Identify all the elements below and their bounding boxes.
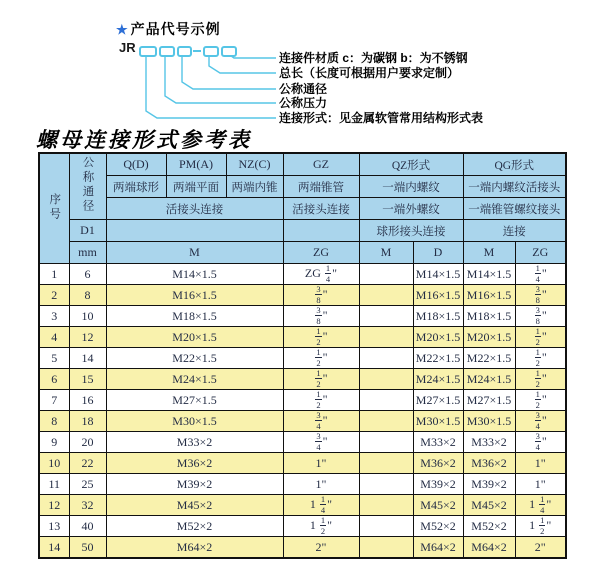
cell-mm: 6 [69,264,106,285]
table-row [39,453,566,474]
cell-qz-m [359,264,413,285]
cell-qg-m: M16×1.5 [463,285,515,306]
table-header [39,153,566,264]
cell-qg-zg: 1 $\frac{1}{4}$ " [515,495,566,516]
fraction: $\frac{1}{4}$ [320,494,326,515]
cell-m: M45×2 [106,495,283,516]
fraction: $\frac{3}{4}$ [316,410,321,431]
cell-qg-m: M22×1.5 [463,348,515,369]
cell-qz-d: M45×2 [413,495,463,516]
cell-m: M52×2 [106,516,283,537]
col-header-qz: QZ形式 [359,153,463,176]
cell-mm: 18 [69,411,106,432]
table-body [39,264,566,559]
col-header-pm: PM(A) [166,153,226,176]
table-row [39,411,566,432]
fraction: $\frac{1}{2}$ [316,326,321,347]
cell-zg: 1 $\frac{1}{2}$ " [283,516,359,537]
cell-qz-d: M20×1.5 [413,327,463,348]
col-header-seq: 序号 [39,153,69,264]
cell-qz-m [359,537,413,559]
cell-m: M14×1.5 [106,264,283,285]
callout-label-material: 连接件材质 c：为碳钢 b：为不锈钢 [279,51,468,65]
cell-qg-m: M45×2 [463,495,515,516]
table-row [39,390,566,411]
cell-qz-d: M18×1.5 [413,306,463,327]
code-box-1 [139,46,157,57]
callout-label-diameter: 公称通径 [279,82,328,96]
table-row [39,327,566,348]
cell-mm: 32 [69,495,106,516]
cell-qz-d: M36×2 [413,453,463,474]
subheader-gz: 两端锥管 [283,176,359,198]
cell-qz-d: M22×1.5 [413,348,463,369]
cell-qg-zg: 1" [515,474,566,495]
code-dash [193,50,201,52]
cell-qz-m [359,285,413,306]
cell-m: M39×2 [106,474,283,495]
cell-qg-m: M18×1.5 [463,306,515,327]
nut-connection-table [38,152,567,559]
cell-zg: $\frac{1}{2}$ " [283,348,359,369]
table-row [39,264,566,285]
fraction: $\frac{3}{8}$ [316,284,321,305]
cell-seq: 13 [39,516,69,537]
cell-zg: $\frac{3}{8}$ " [283,285,359,306]
cell-mm: 16 [69,390,106,411]
unit-header-zg1: ZG [283,242,359,264]
fraction: $\frac{1}{2}$ [316,347,321,368]
cell-seq: 10 [39,453,69,474]
unit-header-qz-d: D [413,242,463,264]
header-row-5 [39,242,566,264]
fraction: $\frac{3}{4}$ [535,410,540,431]
product-code-prefix: JR [119,40,136,55]
table-row [39,432,566,453]
subheader-pm: 两端平面 [166,176,226,198]
cell-zg: $\frac{3}{4}$ " [283,411,359,432]
cell-qg-m: M33×2 [463,432,515,453]
unit-header-mm: mm [69,242,106,264]
fraction: $\frac{1}{4}$ [540,494,545,515]
callout-label-pressure: 公称压力 [279,96,328,110]
fraction: $\frac{1}{2}$ [320,515,326,536]
table-row [39,516,566,537]
code-box-5 [221,46,237,57]
cell-seq: 8 [39,411,69,432]
fraction: $\frac{1}{2}$ [535,347,540,368]
unit-header-qz-m: M [359,242,413,264]
callout-label-length: 总长（长度可根据用户要求定制） [279,66,460,80]
cell-qz-m [359,411,413,432]
subheader-qz-3: 球形接头连接 [359,220,463,242]
cell-qg-zg: $\frac{3}{8}$ " [515,306,566,327]
subheader-union-join: 活接头连接 [106,198,283,220]
cell-seq: 3 [39,306,69,327]
cell-seq: 4 [39,327,69,348]
header-row-3 [39,198,566,220]
fraction: $\frac{1}{2}$ [535,326,540,347]
cell-qg-m: M27×1.5 [463,390,515,411]
cell-qg-zg: $\frac{1}{4}$ " [515,264,566,285]
col-header-nz: NZ(C) [226,153,283,176]
fraction: $\frac{3}{8}$ [535,305,540,326]
subheader-qg-2: 一端锥管螺纹接头 [463,198,566,220]
cell-qg-m: M30×1.5 [463,411,515,432]
cell-m: M36×2 [106,453,283,474]
cell-qg-zg: $\frac{1}{2}$ " [515,369,566,390]
cell-zg: $\frac{3}{4}$ " [283,432,359,453]
diagram-title-text: 产品代号示例 [130,21,221,37]
cell-qg-zg: $\frac{3}{8}$ " [515,285,566,306]
cell-seq: 7 [39,390,69,411]
cell-qg-zg: 2" [515,537,566,559]
cell-mm: 20 [69,432,106,453]
cell-mm: 14 [69,348,106,369]
cell-mm: 8 [69,285,106,306]
cell-qg-m: M20×1.5 [463,327,515,348]
cell-qz-m [359,390,413,411]
unit-header-qg-m: M [463,242,515,264]
cell-seq: 9 [39,432,69,453]
cell-seq: 12 [39,495,69,516]
cell-zg: $\frac{3}{8}$ " [283,306,359,327]
fraction: $\frac{1}{2}$ [535,389,540,410]
subheader-qg-3: 连接 [463,220,566,242]
col-header-q: Q(D) [106,153,166,176]
cell-qz-m [359,348,413,369]
cell-m: M24×1.5 [106,369,283,390]
code-box-2 [159,46,175,57]
cell-m: M30×1.5 [106,411,283,432]
cell-zg: $\frac{1}{2}$ " [283,327,359,348]
code-box-4 [203,46,219,57]
fraction: $\frac{3}{4}$ [535,431,540,452]
unit-header-qg-zg: ZG [515,242,566,264]
header-row-2 [39,176,566,198]
cell-zg: 1" [283,453,359,474]
cell-m: M20×1.5 [106,327,283,348]
subheader-q: 两端球形 [106,176,166,198]
cell-mm: 40 [69,516,106,537]
code-box-3 [177,46,192,57]
cell-qg-m: M14×1.5 [463,264,515,285]
cell-m: M27×1.5 [106,390,283,411]
cell-mm: 50 [69,537,106,559]
page-title: 螺母连接形式参考表 [36,127,252,152]
fraction: $\frac{1}{2}$ [540,515,545,536]
cell-qz-d: M16×1.5 [413,285,463,306]
table-row [39,474,566,495]
diagram-title [116,19,221,39]
cell-qz-m [359,327,413,348]
fraction: $\frac{1}{2}$ [535,368,540,389]
cell-zg: $\frac{1}{2}$ " [283,369,359,390]
cell-qg-m: M39×2 [463,474,515,495]
unit-header-m1: M [106,242,283,264]
cell-qz-m [359,369,413,390]
cell-qg-m: M36×2 [463,453,515,474]
col-header-dn: 公称通径 [69,153,106,220]
callout-label-form: 连接形式：见金属软管常用结构形式表 [279,111,484,125]
cell-mm: 12 [69,327,106,348]
cell-qg-zg: $\frac{1}{2}$ " [515,327,566,348]
cell-seq: 5 [39,348,69,369]
cell-seq: 14 [39,537,69,559]
cell-m: M16×1.5 [106,285,283,306]
subheader-nz: 两端内锥 [226,176,283,198]
cell-mm: 15 [69,369,106,390]
fraction: $\frac{3}{8}$ [316,305,321,326]
cell-qz-d: M39×2 [413,474,463,495]
subheader-qz-2: 一端外螺纹 [359,198,463,220]
cell-seq: 11 [39,474,69,495]
cell-qg-zg: $\frac{3}{4}$ " [515,411,566,432]
table-row [39,537,566,559]
cell-seq: 1 [39,264,69,285]
header-blank-m [106,220,283,242]
header-row-4 [39,220,566,242]
col-header-qg: QG形式 [463,153,566,176]
cell-qz-d: M14×1.5 [413,264,463,285]
table-row [39,495,566,516]
cell-qz-d: M33×2 [413,432,463,453]
table-row [39,285,566,306]
cell-qg-m: M24×1.5 [463,369,515,390]
cell-m: M33×2 [106,432,283,453]
cell-m: M22×1.5 [106,348,283,369]
cell-qz-m [359,495,413,516]
cell-zg: 1" [283,474,359,495]
table-row [39,369,566,390]
cell-qg-m: M64×2 [463,537,515,559]
cell-zg: 2" [283,537,359,559]
subheader-qz-1: 一端内螺纹 [359,176,463,198]
cell-qg-zg: 1" [515,453,566,474]
fraction: $\frac{3}{4}$ [316,431,321,452]
col-header-gz: GZ [283,153,359,176]
cell-m: M64×2 [106,537,283,559]
fraction: $\frac{1}{4}$ [535,263,540,284]
cell-m: M18×1.5 [106,306,283,327]
cell-qz-m [359,474,413,495]
fraction: $\frac{1}{4}$ [325,263,331,284]
cell-qz-d: M24×1.5 [413,369,463,390]
cell-qz-d: M52×2 [413,516,463,537]
cell-qg-m: M52×2 [463,516,515,537]
header-row-1 [39,153,566,176]
cell-qz-d: M30×1.5 [413,411,463,432]
table-row [39,348,566,369]
fraction: $\frac{3}{8}$ [535,284,540,305]
cell-mm: 22 [69,453,106,474]
fraction: $\frac{1}{2}$ [316,389,321,410]
cell-qg-zg: 1 $\frac{1}{2}$ " [515,516,566,537]
cell-qz-d: M27×1.5 [413,390,463,411]
cell-qz-m [359,432,413,453]
cell-seq: 6 [39,369,69,390]
cell-qz-m [359,453,413,474]
cell-zg: $\frac{1}{2}$ " [283,390,359,411]
cell-qz-d: M64×2 [413,537,463,559]
subheader-gz-join: 活接头连接 [283,198,359,220]
col-header-d1: D1 [69,220,106,242]
cell-qz-m [359,516,413,537]
star-icon: ★ [116,22,129,37]
cell-zg: ZG $\frac{1}{4}$ " [283,264,359,285]
cell-mm: 10 [69,306,106,327]
header-blank-gz [283,220,359,242]
cell-zg: 1 $\frac{1}{4}$ " [283,495,359,516]
table-row [39,306,566,327]
cell-qg-zg: $\frac{1}{2}$ " [515,348,566,369]
cell-qg-zg: $\frac{3}{4}$ " [515,432,566,453]
cell-seq: 2 [39,285,69,306]
subheader-qg-1: 一端内螺纹活接头 [463,176,566,198]
cell-qz-m [359,306,413,327]
fraction: $\frac{1}{2}$ [316,368,321,389]
cell-qg-zg: $\frac{1}{2}$ " [515,390,566,411]
cell-mm: 25 [69,474,106,495]
